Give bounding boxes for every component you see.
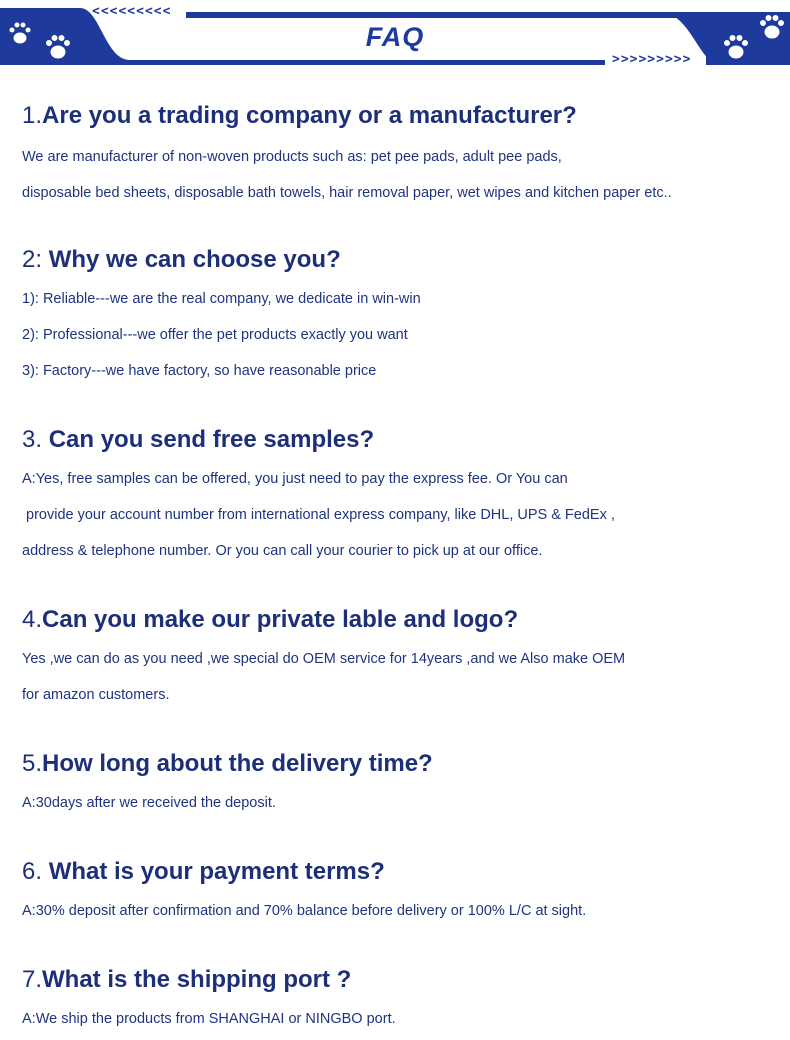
faq-answer-line: 3): Factory---we have factory, so have reasonable price xyxy=(22,363,377,379)
faq-answer-line: provide your account number from international express company, like DHL, UPS & FedEx , xyxy=(22,507,615,523)
faq-answer-line: A:30% deposit after confirmation and 70% balance before delivery or 100% L/C at sight. xyxy=(22,903,587,919)
faq-question: 2: Why we can choose you? xyxy=(22,246,341,273)
faq-item xyxy=(22,749,782,813)
faq-item xyxy=(22,605,782,705)
faq-item xyxy=(22,857,782,921)
arrows-left-decoration: <<<<<<<<< xyxy=(92,4,172,19)
faq-question: 7.What is the shipping port ? xyxy=(22,966,352,993)
faq-answer-line: We are manufacturer of non-woven products such as: pet pee pads, adult pee pads, xyxy=(22,149,562,165)
faq-item xyxy=(22,425,782,561)
faq-answer-line: for amazon customers. xyxy=(22,687,170,703)
faq-answer-line: disposable bed sheets, disposable bath towels, hair removal paper, wet wipes and kitchen paper etc.. xyxy=(22,185,672,201)
page-title: FAQ xyxy=(365,22,425,52)
faq-answer-line: A:We ship the products from SHANGHAI or NINGBO port. xyxy=(22,1011,396,1027)
faq-question: 6. What is your payment terms? xyxy=(22,858,385,885)
faq-header xyxy=(0,0,790,70)
faq-answer-line: Yes ,we can do as you need ,we special do OEM service for 14years ,and we Also make OEM xyxy=(22,651,626,667)
faq-question: 5.How long about the delivery time? xyxy=(22,750,433,777)
faq-item xyxy=(22,101,782,203)
faq-answer-line: A:Yes, free samples can be offered, you just need to pay the express fee. Or You can xyxy=(22,471,568,487)
faq-question: 1.Are you a trading company or a manufacturer? xyxy=(22,102,577,129)
faq-answer-line: address & telephone number. Or you can call your courier to pick up at our office. xyxy=(22,543,543,559)
faq-item xyxy=(22,245,782,381)
faq-answer-line: A:30days after we received the deposit. xyxy=(22,795,276,811)
faq-item xyxy=(22,965,782,1029)
arrows-right-decoration: >>>>>>>>> xyxy=(612,52,692,67)
faq-question: 4.Can you make our private lable and logo? xyxy=(22,606,519,633)
faq-answer-line: 1): Reliable---we are the real company, we dedicate in win-win xyxy=(22,291,421,307)
faq-answer-line: 2): Professional---we offer the pet products exactly you want xyxy=(22,327,408,343)
faq-question: 3. Can you send free samples? xyxy=(22,426,375,453)
